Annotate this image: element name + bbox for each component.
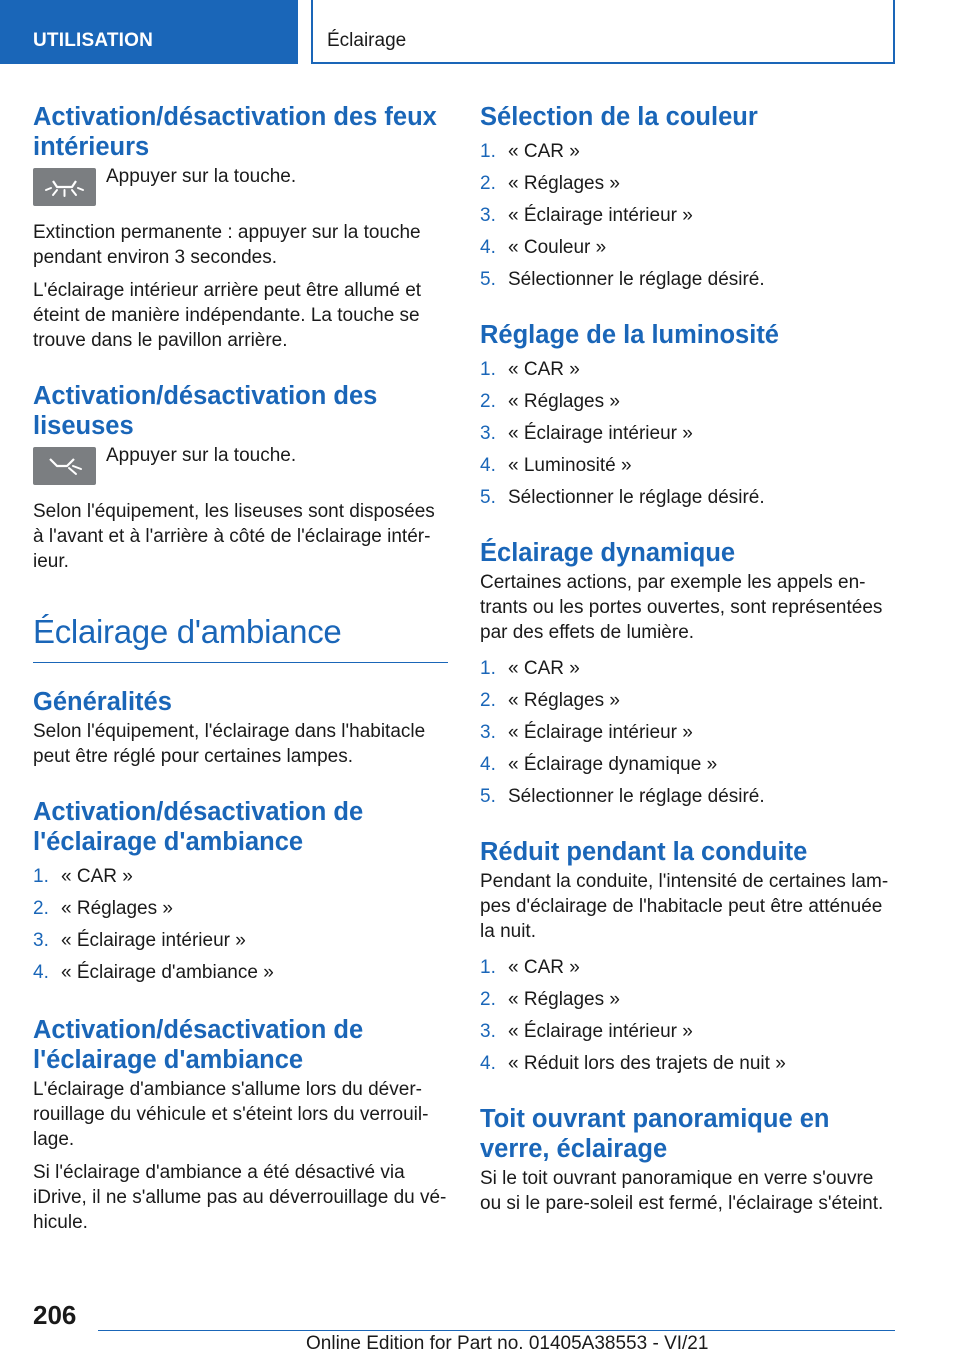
steps-list	[480, 136, 895, 296]
page-number: 206	[33, 1300, 77, 1330]
footer-edition: Online Edition for Part no. 01405A38553 - VI/21	[306, 1333, 709, 1354]
list-item: 4. « Réduit lors des trajets de nuit »	[480, 1053, 786, 1074]
paragraph: Certaines actions, par exemple les appels en-trants ou les portes ouvertes, sont représentées par des effets de lumière.	[480, 572, 883, 643]
header-chapter-label: Éclairage	[327, 30, 407, 51]
section-title: Activation/désactivation de l'éclairage d'ambiance	[33, 1016, 364, 1074]
list-item: 3. « Éclairage intérieur »	[480, 205, 693, 226]
section-title: Réduit pendant la conduite	[480, 838, 808, 866]
section-title: Généralités	[33, 688, 172, 716]
section-title: Activation/désactivation de l'éclairage d'ambiance	[33, 798, 364, 856]
section-title: Éclairage dynamique	[480, 539, 736, 567]
paragraph: Extinction permanente : appuyer sur la touche pendant environ 3 secondes.	[33, 222, 421, 268]
list-item: 2. « Réglages »	[480, 989, 620, 1010]
header-section-tab	[0, 0, 298, 64]
key-instruction	[33, 168, 448, 206]
paragraph: L'éclairage d'ambiance s'allume lors du déver-rouillage du véhicule et s'éteint lors du verrouil-lage.	[33, 1079, 429, 1150]
list-item: 5. Sélectionner le réglage désiré.	[480, 786, 765, 807]
list-item: 3. « Éclairage intérieur »	[480, 1021, 693, 1042]
chapter-heading: Éclairage d'ambiance	[33, 612, 448, 663]
paragraph: Si l'éclairage d'ambiance a été désactivé via iDrive, il ne s'allume pas au déverrouillage du vé-hicule.	[33, 1162, 447, 1233]
header-chapter-box	[311, 0, 895, 64]
list-item: 1. « CAR »	[480, 141, 580, 162]
interior-light-icon	[33, 168, 96, 206]
list-item: 1. « CAR »	[33, 866, 133, 887]
paragraph: Selon l'équipement, les liseuses sont disposées à l'avant et à l'arrière à côté de l'éclairage intér-ieur.	[33, 501, 435, 572]
key-instruction-text: Appuyer sur la touche.	[106, 166, 297, 187]
list-item: 4. « Éclairage dynamique »	[480, 754, 718, 775]
header-section-label: UTILISATION	[33, 30, 154, 51]
list-item: 4. « Luminosité »	[480, 455, 632, 476]
reading-light-icon	[33, 447, 96, 485]
list-item: 4. « Couleur »	[480, 237, 607, 258]
steps-list	[480, 354, 895, 514]
left-column	[33, 102, 448, 1243]
steps-list	[33, 861, 448, 989]
paragraph: Selon l'équipement, l'éclairage dans l'habitacle peut être réglé pour certaines lampes.	[33, 721, 426, 767]
paragraph: L'éclairage intérieur arrière peut être allumé et éteint de manière indépendante. La touche se trouve dans le pavillon arrière.	[33, 280, 422, 351]
list-item: 3. « Éclairage intérieur »	[33, 930, 246, 951]
section-title: Sélection de la couleur	[480, 103, 758, 131]
section-title: Activation/désactivation des feux intérieurs	[33, 103, 437, 161]
paragraph: Si le toit ouvrant panoramique en verre s'ouvre ou si le pare-soleil est fermé, l'éclairage s'éteint.	[480, 1168, 884, 1214]
list-item: 2. « Réglages »	[480, 391, 620, 412]
list-item: 3. « Éclairage intérieur »	[480, 423, 693, 444]
list-item: 5. Sélectionner le réglage désiré.	[480, 487, 765, 508]
section-title: Toit ouvrant panoramique en verre, éclairage	[480, 1105, 830, 1163]
paragraph: Pendant la conduite, l'intensité de certaines lam-pes d'éclairage de l'habitacle peut être atténuée la nuit.	[480, 871, 889, 942]
footer-divider	[98, 1330, 895, 1331]
list-item: 2. « Réglages »	[480, 690, 620, 711]
list-item: 4. « Éclairage d'ambiance »	[33, 962, 274, 983]
list-item: 3. « Éclairage intérieur »	[480, 722, 693, 743]
key-instruction	[33, 447, 448, 485]
steps-list	[480, 653, 895, 813]
section-title: Réglage de la luminosité	[480, 321, 779, 349]
list-item: 1. « CAR »	[480, 359, 580, 380]
right-column	[480, 102, 895, 1224]
list-item: 2. « Réglages »	[480, 173, 620, 194]
list-item: 1. « CAR »	[480, 957, 580, 978]
section-title: Activation/désactivation des liseuses	[33, 382, 378, 440]
list-item: 1. « CAR »	[480, 658, 580, 679]
key-instruction-text: Appuyer sur la touche.	[106, 445, 297, 466]
steps-list	[480, 952, 895, 1080]
list-item: 5. Sélectionner le réglage désiré.	[480, 269, 765, 290]
list-item: 2. « Réglages »	[33, 898, 173, 919]
